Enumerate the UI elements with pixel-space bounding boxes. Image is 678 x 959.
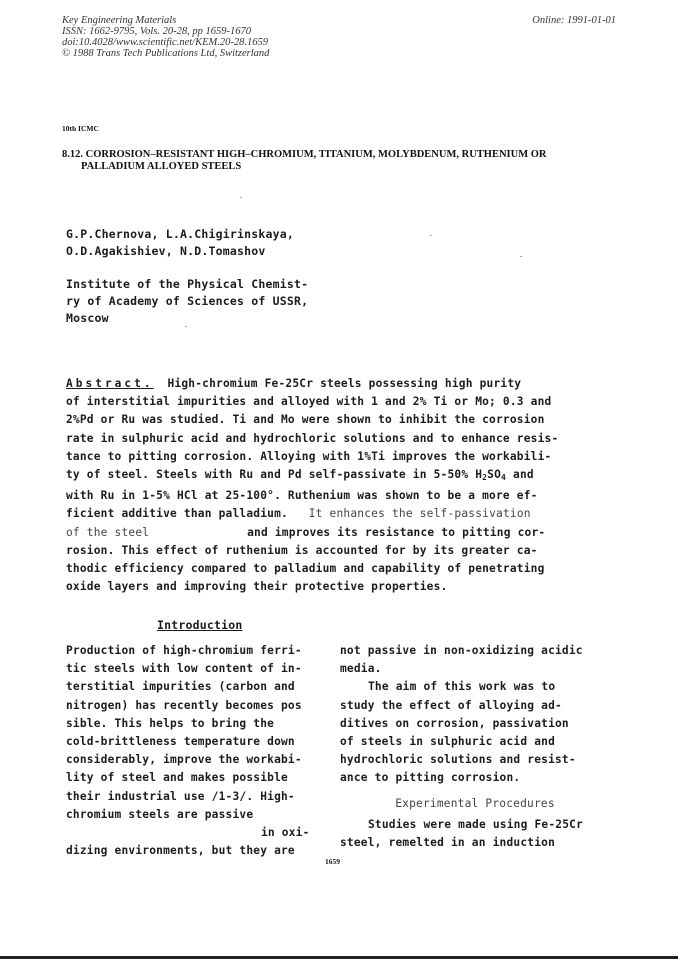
intro-left-column [66, 642, 331, 860]
text-line: media. [340, 662, 382, 676]
institution-line: Moscow [66, 311, 109, 325]
scan-speck [430, 235, 432, 236]
scan-speck [185, 326, 187, 327]
scan-speck [520, 256, 522, 257]
text-line: considerably, improve the workabi- [66, 753, 302, 767]
text-line: Studies were made using Fe-25Cr [368, 817, 583, 831]
text-line: steel, remelted in an induction [340, 836, 555, 850]
abstract-line: High-chromium Fe-25Cr steels possessing high purity [167, 377, 522, 390]
abstract-line: oxide layers and improving their protective properties. [66, 580, 448, 594]
text-line: terstitial impurities (carbon and [66, 680, 295, 694]
online-date: Online: 1991-01-01 [532, 15, 616, 26]
issn: ISSN: 1662-9795, Vols. 20-28, pp 1659-1670 [62, 26, 251, 37]
abstract-line-formula [66, 466, 606, 487]
text-line: The aim of this work was to [368, 680, 556, 694]
institution [66, 276, 308, 327]
copyright: © 1988 Trans Tech Publications Ltd, Switzerland [62, 48, 270, 59]
text-line: lity of steel and makes possible [66, 771, 288, 785]
subscript: 2 [482, 473, 488, 483]
conference-label: 10th ICMC [62, 124, 99, 133]
text-line: dizing environments, but they are [66, 844, 295, 858]
institution-line: Institute of the Physical Chemist- [66, 277, 309, 291]
abstract-text: ficient additive than palladium. [66, 507, 288, 521]
abstract-line: tance to pitting corrosion. Alloying with 1%Ti improves the workabili- [66, 449, 552, 463]
abstract-text: of the steel [66, 525, 150, 539]
abstract-text: It enhances the self-passivation [308, 507, 531, 521]
authors [66, 226, 294, 260]
text-line: ditives on corrosion, passivation [340, 716, 569, 730]
text-line: their industrial use /1-3/. High- [66, 789, 295, 803]
experimental-subheading: Experimental Procedures [395, 796, 555, 810]
abstract-heading: Abstract. [66, 377, 154, 390]
abstract-text: and [506, 468, 534, 482]
text-line: study the effect of alloying ad- [340, 698, 562, 712]
institution-line: ry of Academy of Sciences of USSR, [66, 294, 309, 308]
text-line: cold-brittleness temperature down [66, 735, 295, 749]
doi: doi:10.4028/www.scientific.net/KEM.20-28.1659 [62, 37, 268, 48]
intro-right-column [340, 642, 610, 852]
text-line: sible. This helps to bring the [66, 716, 275, 730]
introduction-heading: Introduction [157, 618, 243, 632]
title-line-2: PALLADIUM ALLOYED STEELS [81, 161, 242, 172]
abstract-line: of interstitial impurities and alloyed with 1 and 2% Ti or Mo; 0.3 and [66, 395, 552, 409]
abstract-line: with Ru in 1-5% HCl at 25-100°. Ruthenium was shown to be a more ef- [66, 489, 538, 503]
title-line-1: CORROSION–RESISTANT HIGH–CHROMIUM, TITANIUM, MOLYBDENUM, RUTHENIUM OR [85, 149, 547, 160]
abstract-line: thodic efficiency compared to palladium and capability of penetrating [66, 562, 545, 576]
text-line: in oxi- [261, 826, 310, 840]
text-line: tic steels with low content of in- [66, 662, 302, 676]
abstract-text: and improves its resistance to pitting cor- [247, 525, 546, 539]
abstract-line: rosion. This effect of ruthenium is accounted for by its greater ca- [66, 543, 538, 557]
text-line: hydrochloric solutions and resist- [340, 753, 576, 767]
abstract-line: rate in sulphuric acid and hydrochloric solutions and to enhance resis- [66, 431, 559, 445]
journal-name: Key Engineering Materials [62, 15, 177, 26]
subscript: 4 [501, 473, 507, 483]
section-number: 8.12. [62, 149, 83, 160]
text-line: chromium steels are passive [66, 807, 254, 821]
author-line: O.D.Agakishiev, N.D.Tomashov [66, 244, 266, 258]
text-line: of steels in sulphuric acid and [340, 735, 555, 749]
author-line: G.P.Chernova, L.A.Chigirinskaya, [66, 227, 294, 241]
abstract-text: SO [487, 468, 502, 482]
abstract [66, 375, 606, 596]
text-line: not passive in non-oxidizing acidic [340, 644, 583, 657]
text-line: nitrogen) has recently becomes pos [66, 698, 302, 712]
text-line: Production of high-chromium ferri- [66, 644, 302, 657]
scan-speck [240, 197, 242, 198]
abstract-line: 2%Pd or Ru was studied. Ti and Mo were shown to inhibit the corrosion [66, 413, 545, 427]
text-line: ance to pitting corrosion. [340, 771, 521, 785]
journal-info [62, 15, 269, 59]
paper-title [62, 149, 612, 173]
page-number: 1659 [325, 857, 340, 866]
abstract-text: ty of steel. Steels with Ru and Pd self-passivate in 5-50% H [66, 468, 483, 482]
